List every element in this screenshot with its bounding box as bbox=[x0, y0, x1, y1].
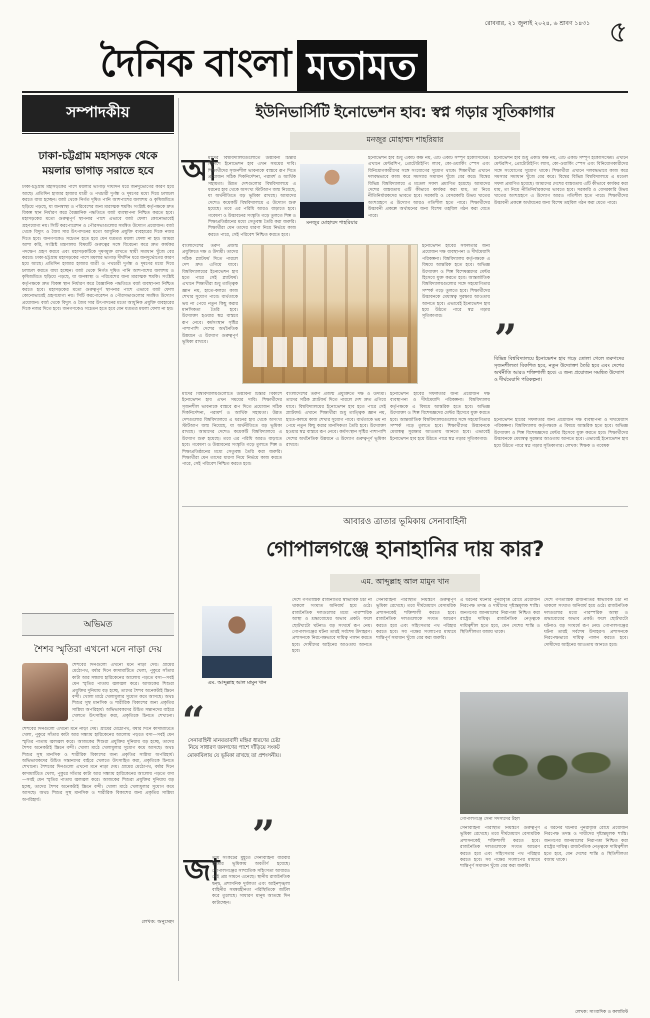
article1-col-left: বাংলাদেশের তরুণ প্রজন্ম প্রযুক্তিতে দক্ষ ও উদ্যমী। তাদের সঠিক প্ল্যাটফর্ম দিতে পারলে দেশ দ্রুত এগিয়ে যাবে। বিশ্ববিদ্যালয়ের ইনোভেশন হাব হতে পারে সেই প্ল্যাটফর্ম। এখানে শিক্ষার্থীরা শুধু তাত্ত্বিক জ্ঞান নয়, হাতে-কলমে কাজ শেখার সুযোগ পাবে। ব্যর্থতাকে ভয় না পেয়ে নতুন কিছু করার মানসিকতা তৈরি হবে। উদ্যোক্তা হওয়ার স্বপ্ন বাস্তবে রূপ নেবে। কর্মসংস্থান সৃষ্টির পাশাপাশি দেশের অর্থনৈতিক উন্নয়নে এ উদ্যোগ গুরুত্বপূর্ণ ভূমিকা রাখবে। bbox=[182, 244, 238, 346]
article2-kicker: আবারও ত্রাতার ভূমিকায় সেনাবাহিনী bbox=[343, 517, 467, 527]
paper-name: দৈনিক বাংলা bbox=[100, 41, 291, 85]
article1-bottom-col3: ইনোভেশন হাবের সফলতার জন্য প্রয়োজন দক্ষ ব্যবস্থাপনা ও দীর্ঘমেয়াদি পরিকল্পনা। বিশ্ববিদ্যালয় কর্তৃপক্ষকে এ বিষয়ে আন্তরিক হতে হবে। অভিজ্ঞ উদ্যোক্তা ও শিল্প বিশেষজ্ঞদের মেন্টর হিসেবে যুক্ত করতে হবে। আন্তর্জাতিক বিশ্ববিদ্যালয়গুলোর সঙ্গে সহযোগিতার সম্পর্ক গড়ে তুলতে হবে। শিক্ষার্থীদের উদ্ভাবনকে মেধাস্বত্ব সুরক্ষার আওতায় আনতে হবে। এভাবেই ইনোভেশন হাব হয়ে উঠতে পারে স্বপ্ন গড়ার সূতিকাগার। bbox=[390, 392, 490, 442]
article2-signoff: লেখক: সাংবাদিক ও কলামিস্ট bbox=[575, 1010, 628, 1015]
header-rule bbox=[22, 91, 628, 93]
article1-author-photo bbox=[300, 164, 364, 218]
masthead bbox=[100, 36, 427, 96]
innovation-hub-photo bbox=[242, 244, 418, 384]
article2-divider bbox=[182, 506, 628, 507]
article1-byline: মনজুর মোহাম্মদ শাহরিয়ার bbox=[290, 132, 520, 150]
article2-byline: এম. আব্দুল্লাহ আল মামুন খান bbox=[330, 574, 480, 592]
article1-bottom-col1: মাদের বিশ্ববিদ্যালয়গুলোতে উদ্ভাবনী চিন্তার বিকাশে ইনোভেশন হাব এখন সময়ের দাবি। শিক্ষার্থীদের সৃজনশীল ভাবনাকে বাস্তবে রূপ দিতে প্রয়োজন সঠিক দিকনির্দেশনা, পরামর্শ ও আর্থিক সহায়তা। উন্নত দেশগুলোর বিশ্ববিদ্যালয়ে এ ধরনের হাব থেকে অসংখ্য স্টার্টআপ জন্ম নিয়েছে, যা অর্থনীতিতে বড় ভূমিকা রাখছে। আমাদের দেশেও কয়েকটি বিশ্ববিদ্যালয়ে এ উদ্যোগ শুরু হয়েছে। তবে এর পরিধি আরও বাড়াতে হবে। গবেষণা ও উদ্ভাবনের সংস্কৃতি গড়ে তুলতে শিল্প ও শিক্ষাপ্রতিষ্ঠানের মধ্যে সেতুবন্ধ তৈরি করা জরুরি। শিক্ষার্থীরা যেন তাদের ধারণা নিয়ে নির্ভয়ে কাজ করতে পারে, সেই পরিবেশ নিশ্চিত করতে হবে। bbox=[182, 392, 282, 468]
article1-author-caption: মনজুর মোহাম্মদ শাহরিয়ার bbox=[306, 220, 358, 226]
article2-col3: সেনাবাহিনী পরিস্থিতি নিয়ন্ত্রণে গুরুত্বপূর্ণ ভূমিকা রেখেছে। তবে দীর্ঘমেয়াদে বেসামরিক প্রশাসনকেই শক্তিশালী করতে হবে। রাজনৈতিক দলগুলোকে সংযত আচরণ করতে হবে এবং সহিংসতার পথ পরিহার করতে হবে। সব পক্ষের সংলাপের মাধ্যমে শান্তিপূর্ণ সমাধান খুঁজে বের করা জরুরি। bbox=[376, 598, 456, 642]
army-photo-caption: গোপালগঞ্জে সেনা সদস্যদের টহল bbox=[460, 817, 520, 822]
article2-col2: দেশে গণতান্ত্রিক রাজনীতির স্বাভাবিক চর্চা না থাকলে সংঘাত অনিবার্য হয়ে ওঠে। রাজনৈতিক দলগুলোর মধ্যে পারস্পরিক আস্থা ও শ্রদ্ধাবোধের অভাব প্রকট। ফলে ছোটখাটো ঘটনাও বড় সংঘর্ষে রূপ নেয়। গোপালগঞ্জের ঘটনা তারই সর্বশেষ উদাহরণ। প্রশাসনকে নিরপেক্ষভাবে দায়িত্ব পালন করতে হবে। দোষীদের আইনের আওতায় আনতে হবে। bbox=[292, 598, 372, 655]
editorial-title[interactable]: ঢাকা-চট্টগ্রাম মহাসড়ক থেকে ময়লার ভাগাড় সরাতে হবে bbox=[38, 150, 158, 178]
editorial-section-label: সম্পাদকীয় bbox=[22, 95, 174, 135]
article2-dropcap: জা bbox=[184, 853, 220, 888]
article2-pull-quote: সেনাবাহিনী মানবতাবাদী মহিমা ধারণের চেষ্টা নিয়ে সাধারণ জনগণের পাশে দাঁড়িয়ে সংকট মোকাবিলায় যে ভূমিকা রাখছে তা প্রশংসনীয়। bbox=[187, 738, 281, 759]
article1-pull-quote: বিভিন্ন বিশ্ববিদ্যালয়ে ইনোভেশন হাব গড়ে তোলা গেলে তরুণদের সৃজনশীলতা বিকশিত হবে, নতুন উদ্যোক্তা তৈরি হবে এবং দেশের অর্থনীতি আরও শক্তিশালী হবে। এ জন্য প্রয়োজন সমন্বিত উদ্যোগ ও দীর্ঘমেয়াদি পরিকল্পনা। bbox=[494, 356, 624, 383]
article1-bottom-col4: ইনোভেশন হাবের সফলতার জন্য প্রয়োজন দক্ষ ব্যবস্থাপনা ও দীর্ঘমেয়াদি পরিকল্পনা। বিশ্ববিদ্যালয় কর্তৃপক্ষকে এ বিষয়ে আন্তরিক হতে হবে। অভিজ্ঞ উদ্যোক্তা ও শিল্প বিশেষজ্ঞদের মেন্টর হিসেবে যুক্ত করতে হবে। শিক্ষার্থীদের উদ্ভাবনকে মেধাস্বত্ব সুরক্ষার আওতায় আনতে হবে। এভাবেই ইনোভেশন হাব হয়ে উঠতে পারে স্বপ্ন গড়ার সূতিকাগার। লেখক: শিক্ষক ও গবেষক bbox=[494, 418, 628, 449]
article2-author-caption: এম. আব্দুল্লাহ আল মামুন খান bbox=[207, 680, 267, 686]
article1-body bbox=[182, 153, 628, 558]
article2-col4-bottom: সেনাবাহিনী পরিস্থিতি নিয়ন্ত্রণে গুরুত্বপূর্ণ ভূমিকা রেখেছে। তবে দীর্ঘমেয়াদে বেসামরিক প্রশাসনকেই শক্তিশালী করতে হবে। রাজনৈতিক দলগুলোকে সংযত আচরণ করতে হবে এবং সহিংসতার পথ পরিহার করতে হবে। সব পক্ষের সংলাপের মাধ্যমে শান্তিপূর্ণ সমাধান খুঁজে বের করা জরুরি। bbox=[460, 826, 540, 870]
army-patrol-photo bbox=[460, 692, 628, 814]
article1-col2-top: ইনোভেশন হাব শুধু একটি কক্ষ নয়, এটি একটি সম্পূর্ণ ইকোসিস্টেম। এখানে মেন্টরশিপ, প্রোটোটাইপিং ল্যাব, কো-ওয়ার্কিং স্পেস এবং বিনিয়োগকারীদের সঙ্গে সংযোগের সুযোগ থাকে। শিক্ষার্থীরা এখানে দলবদ্ধভাবে কাজ করে সমস্যার সমাধান খুঁজে বের করে। বিশ্বের বিভিন্ন বিশ্ববিদ্যালয়ে এ মডেল সফল প্রমাণিত হয়েছে। আমাদের দেশের বাস্তবতায় এটি কীভাবে কার্যকর করা যায়, তা নিয়ে নীতিনির্ধারকদের ভাবতে হবে। সরকারি ও বেসরকারি উভয় খাতের অংশগ্রহণে এ উদ্যোগ আরও গতিশীল হতে পারে। শিক্ষার্থীদের উদ্ভাবনী প্রকল্পে অর্থায়নের জন্য বিশেষ তহবিল গঠন করা যেতে পারে। bbox=[368, 156, 490, 219]
opinion-text-lead: শৈশবের দিনগুলো এখনো মনে নাড়া দেয়। গ্রামের মেঠোপথ, বর্ষার দিনে কাদামাটিতে খেলা, পুকুরে সাঁতার কাটা আর সন্ধ্যায় হারিকেনের আলোয় পড়তে বসা—সবই যেন স্মৃতির পাতায় জ্বলজ্বল করে। আজকের শিশুরা প্রযুক্তির দুনিয়ায় বড় হচ্ছে, তাদের শৈশব অনেকটাই স্ক্রিনে বন্দী। খোলা মাঠে খেলাধুলার সুযোগ কমে আসছে। অথচ শিশুর সুস্থ মানসিক ও শারীরিক বিকাশের জন্য প্রকৃতির সান্নিধ্য অপরিহার্য। অভিভাবকদের উচিত সন্তানদের বাইরে খেলতে উৎসাহিত করা, প্রকৃতিকে চিনতে শেখানো। bbox=[72, 663, 174, 720]
opinion-section-label: অভিমত bbox=[22, 613, 174, 636]
column-divider bbox=[178, 98, 179, 981]
article1-col1-top: মাদের বিশ্ববিদ্যালয়গুলোতে উদ্ভাবনী চিন্তার বিকাশে ইনোভেশন হাব এখন সময়ের দাবি। শিক্ষার্থীদের সৃজনশীল ভাবনাকে বাস্তবে রূপ দিতে প্রয়োজন সঠিক দিকনির্দেশনা, পরামর্শ ও আর্থিক সহায়তা। উন্নত দেশগুলোর বিশ্ববিদ্যালয়ে এ ধরনের হাব থেকে অসংখ্য স্টার্টআপ জন্ম নিয়েছে, যা অর্থনীতিতে বড় ভূমিকা রাখছে। আমাদের দেশেও কয়েকটি বিশ্ববিদ্যালয়ে এ উদ্যোগ শুরু হয়েছে। তবে এর পরিধি আরও বাড়াতে হবে। গবেষণা ও উদ্ভাবনের সংস্কৃতি গড়ে তুলতে শিল্প ও শিক্ষাপ্রতিষ্ঠানের মধ্যে সেতুবন্ধ তৈরি করা জরুরি। শিক্ষার্থীরা যেন তাদের ধারণা নিয়ে নির্ভয়ে কাজ করতে পারে, সেই পরিবেশ নিশ্চিত করতে হবে। bbox=[208, 156, 296, 238]
article1-headline[interactable]: ইউনিভার্সিটি ইনোভেশন হাব: স্বপ্ন গড়ার সূতিকাগার bbox=[255, 103, 555, 121]
article1-bottom-col2: বাংলাদেশের তরুণ প্রজন্ম প্রযুক্তিতে দক্ষ ও উদ্যমী। তাদের সঠিক প্ল্যাটফর্ম দিতে পারলে দেশ দ্রুত এগিয়ে যাবে। বিশ্ববিদ্যালয়ের ইনোভেশন হাব হতে পারে সেই প্ল্যাটফর্ম। এখানে শিক্ষার্থীরা শুধু তাত্ত্বিক জ্ঞান নয়, হাতে-কলমে কাজ শেখার সুযোগ পাবে। ব্যর্থতাকে ভয় না পেয়ে নতুন কিছু করার মানসিকতা তৈরি হবে। উদ্যোক্তা হওয়ার স্বপ্ন বাস্তবে রূপ নেবে। কর্মসংস্থান সৃষ্টির পাশাপাশি দেশের অর্থনৈতিক উন্নয়নে এ উদ্যোগ গুরুত্বপূর্ণ ভূমিকা রাখবে। bbox=[286, 392, 386, 449]
dateline: রোববার, ২১ জুলাই ২০২৪, ৬ শ্রাবণ ১৪৩১ bbox=[484, 20, 590, 27]
opinion-text: শৈশবের দিনগুলো এখনো মনে নাড়া দেয়। গ্রামের মেঠোপথ, বর্ষার দিনে কাদামাটিতে খেলা, পুকুরে সাঁতার কাটা আর সন্ধ্যায় হারিকেনের আলোয় পড়তে বসা—সবই যেন স্মৃতির পাতায় জ্বলজ্বল করে। আজকের শিশুরা প্রযুক্তির দুনিয়ায় বড় হচ্ছে, তাদের শৈশব অনেকটাই স্ক্রিনে বন্দী। খোলা মাঠে খেলাধুলার সুযোগ কমে আসছে। অথচ শিশুর সুস্থ মানসিক ও শারীরিক বিকাশের জন্য প্রকৃতির সান্নিধ্য অপরিহার্য। অভিভাবকদের উচিত সন্তানদের বাইরে খেলতে উৎসাহিত করা, প্রকৃতিকে চিনতে শেখানো। শৈশবের দিনগুলো এখনো মনে নাড়া দেয়। গ্রামের মেঠোপথ, বর্ষার দিনে কাদামাটিতে খেলা, পুকুরে সাঁতার কাটা আর সন্ধ্যায় হারিকেনের আলোয় পড়তে বসা—সবই যেন স্মৃতির পাতায় জ্বলজ্বল করে। আজকের শিশুরা প্রযুক্তির দুনিয়ায় বড় হচ্ছে, তাদের শৈশব অনেকটাই স্ক্রিনে বন্দী। খোলা মাঠে খেলাধুলার সুযোগ কমে আসছে। অথচ শিশুর সুস্থ মানসিক ও শারীরিক বিকাশের জন্য প্রকৃতির সান্নিধ্য অপরিহার্য। bbox=[22, 727, 174, 803]
article2-col5-bottom: এ ধরনের ঘটনার পুনরাবৃত্তি রোধে প্রয়োজন নিরপেক্ষ তদন্ত ও দায়ীদের দৃষ্টান্তমূলক শাস্তি। জনগণের জানমালের নিরাপত্তা নিশ্চিত করা রাষ্ট্রের দায়িত্ব। রাজনৈতিক নেতৃত্বকে দায়িত্বশীল হতে হবে, যেন দেশের শান্তি ও স্থিতিশীলতা বজায় থাকে। bbox=[544, 826, 628, 864]
article2-col1: তীয় সংকটের মুহূর্তে সেনাবাহিনী বারবার ত্রাতার ভূমিকায় অবতীর্ণ হয়েছে। গোপালগঞ্জের সাম্প্রতিক সহিংসতা আবারও সেই প্রশ্ন সামনে এনেছে। স্থানীয় রাজনৈতিক দ্বন্দ্ব, প্রশাসনিক দুর্বলতা এবং আইনশৃঙ্খলা বাহিনীর সমন্বয়হীনতা পরিস্থিতিকে জটিল করে তুলেছে। সাধারণ মানুষ আতঙ্কে দিন কাটাচ্ছেন। bbox=[212, 856, 290, 906]
article-gopalganj bbox=[182, 506, 628, 1018]
article2-headline[interactable]: গোপালগঞ্জে হানাহানির দায় কার? bbox=[265, 537, 544, 561]
article1-col-mid: ইনোভেশন হাবের সফলতার জন্য প্রয়োজন দক্ষ ব্যবস্থাপনা ও দীর্ঘমেয়াদি পরিকল্পনা। বিশ্ববিদ্যালয় কর্তৃপক্ষকে এ বিষয়ে আন্তরিক হতে হবে। অভিজ্ঞ উদ্যোক্তা ও শিল্প বিশেষজ্ঞদের মেন্টর হিসেবে যুক্ত করতে হবে। আন্তর্জাতিক বিশ্ববিদ্যালয়গুলোর সঙ্গে সহযোগিতার সম্পর্ক গড়ে তুলতে হবে। শিক্ষার্থীদের উদ্ভাবনকে মেধাস্বত্ব সুরক্ষার আওতায় আনতে হবে। এভাবেই ইনোভেশন হাব হয়ে উঠতে পারে স্বপ্ন গড়ার সূতিকাগার। bbox=[422, 244, 490, 320]
article1-col-right: ইনোভেশন হাব শুধু একটি কক্ষ নয়, এটি একটি সম্পূর্ণ ইকোসিস্টেম। এখানে মেন্টরশিপ, প্রোটোটাইপিং ল্যাব, কো-ওয়ার্কিং স্পেস এবং বিনিয়োগকারীদের সঙ্গে সংযোগের সুযোগ থাকে। শিক্ষার্থীরা এখানে দলবদ্ধভাবে কাজ করে সমস্যার সমাধান খুঁজে বের করে। বিশ্বের বিভিন্ন বিশ্ববিদ্যালয়ে এ মডেল সফল প্রমাণিত হয়েছে। আমাদের দেশের বাস্তবতায় এটি কীভাবে কার্যকর করা যায়, তা নিয়ে নীতিনির্ধারকদের ভাবতে হবে। সরকারি ও বেসরকারি উভয় খাতের অংশগ্রহণে এ উদ্যোগ আরও গতিশীল হতে পারে। শিক্ষার্থীদের উদ্ভাবনী প্রকল্পে অর্থায়নের জন্য বিশেষ তহবিল গঠন করা যেতে পারে। bbox=[494, 156, 628, 206]
quote-icon: ” bbox=[494, 316, 518, 363]
section-name: মতামত bbox=[297, 40, 427, 92]
opinion-author-row bbox=[22, 663, 174, 721]
article-innovation-hub bbox=[182, 95, 628, 558]
left-column bbox=[22, 95, 174, 981]
quote-icon: ” bbox=[252, 812, 276, 859]
opinion-author-photo bbox=[22, 663, 68, 721]
article2-col5-top: দেশে গণতান্ত্রিক রাজনীতির স্বাভাবিক চর্চা না থাকলে সংঘাত অনিবার্য হয়ে ওঠে। রাজনৈতিক দলগুলোর মধ্যে পারস্পরিক আস্থা ও শ্রদ্ধাবোধের অভাব প্রকট। ফলে ছোটখাটো ঘটনাও বড় সংঘর্ষে রূপ নেয়। গোপালগঞ্জের ঘটনা তারই সর্বশেষ উদাহরণ। প্রশাসনকে নিরপেক্ষভাবে দায়িত্ব পালন করতে হবে। দোষীদের আইনের আওতায় আনতে হবে। bbox=[544, 598, 628, 648]
editorial-text: ঢাকা-চট্টগ্রাম মহাসড়কের পাশে ময়লার ভাগাড় দীর্ঘদিন ধরে জনদুর্ভোগের কারণ হয়ে আছে। প্রতিদিন হাজার হাজার যাত্রী ও পথচারী দুর্গন্ধ ও দূষণের মধ্যে দিয়ে চলাচল করতে বাধ্য হচ্ছেন। বর্জ্য থেকে নির্গত দূষিত পানি আশপাশের জলাশয় ও কৃষিজমিতে ছড়িয়ে পড়ছে, যা জনস্বাস্থ্য ও পরিবেশের জন্য মারাত্মক হুমকি। সংশ্লিষ্ট কর্তৃপক্ষকে দ্রুত বিকল্প স্থান নির্ধারণ করে বৈজ্ঞানিক পদ্ধতিতে বর্জ্য ব্যবস্থাপনা নিশ্চিত করতে হবে। মহাসড়কের মতো গুরুত্বপূর্ণ স্থাপনার পাশে এভাবে বর্জ্য ফেলা কোনোভাবেই গ্রহণযোগ্য নয়। সিটি করপোরেশন ও পৌরসভাগুলোর সমন্বিত উদ্যোগ প্রয়োজন। বর্জ্য থেকে বিদ্যুৎ ও জৈব সার উৎপাদনের মতো আধুনিক প্রযুক্তি ব্যবহারের দিকে নজর দিতে হবে। জনগণকেও সচেতন হতে হবে যেন যত্রতত্র ময়লা ফেলা না হয়। আমরা আশা করি, সংশ্লিষ্ট মন্ত্রণালয় বিষয়টি গুরুত্বের সঙ্গে বিবেচনা করে দ্রুত কার্যকর পদক্ষেপ গ্রহণ করবে এবং মহাসড়কটিকে দূষণমুক্ত রাখতে স্থায়ী সমাধান খুঁজে বের করবে। ঢাকা-চট্টগ্রাম মহাসড়কের পাশে ময়লার ভাগাড় দীর্ঘদিন ধরে জনদুর্ভোগের কারণ হয়ে আছে। প্রতিদিন হাজার হাজার যাত্রী ও পথচারী দুর্গন্ধ ও দূষণের মধ্যে দিয়ে চলাচল করতে বাধ্য হচ্ছেন। বর্জ্য থেকে নির্গত দূষিত পানি আশপাশের জলাশয় ও কৃষিজমিতে ছড়িয়ে পড়ছে, যা জনস্বাস্থ্য ও পরিবেশের জন্য মারাত্মক হুমকি। সংশ্লিষ্ট কর্তৃপক্ষকে দ্রুত বিকল্প স্থান নির্ধারণ করে বৈজ্ঞানিক পদ্ধতিতে বর্জ্য ব্যবস্থাপনা নিশ্চিত করতে হবে। মহাসড়কের মতো গুরুত্বপূর্ণ স্থাপনার পাশে এভাবে বর্জ্য ফেলা কোনোভাবেই গ্রহণযোগ্য নয়। সিটি করপোরেশন ও পৌরসভাগুলোর সমন্বিত উদ্যোগ প্রয়োজন। বর্জ্য থেকে বিদ্যুৎ ও জৈব সার উৎপাদনের মতো আধুনিক প্রযুক্তি ব্যবহারের দিকে নজর দিতে হবে। জনগণকেও সচেতন হতে হবে যেন যত্রতত্র ময়লা ফেলা না হয়। bbox=[22, 185, 174, 313]
quote-icon: “ bbox=[182, 698, 206, 745]
article2-col4-top: এ ধরনের ঘটনার পুনরাবৃত্তি রোধে প্রয়োজন নিরপেক্ষ তদন্ত ও দায়ীদের দৃষ্টান্তমূলক শাস্তি। জনগণের জানমালের নিরাপত্তা নিশ্চিত করা রাষ্ট্রের দায়িত্ব। রাজনৈতিক নেতৃত্বকে দায়িত্বশীল হতে হবে, যেন দেশের শান্তি ও স্থিতিশীলতা বজায় থাকে। bbox=[460, 598, 540, 636]
article2-author-photo bbox=[202, 606, 272, 678]
opinion-signoff: লেখক: অনুচ্ছেদ bbox=[141, 919, 174, 926]
article1-dropcap: আ bbox=[182, 153, 217, 188]
page-number: ৫ bbox=[608, 15, 628, 50]
opinion-title[interactable]: শৈশব স্মৃতিরা এখনো মনে নাড়া দেয় bbox=[34, 645, 162, 656]
article2-body bbox=[182, 598, 628, 1018]
